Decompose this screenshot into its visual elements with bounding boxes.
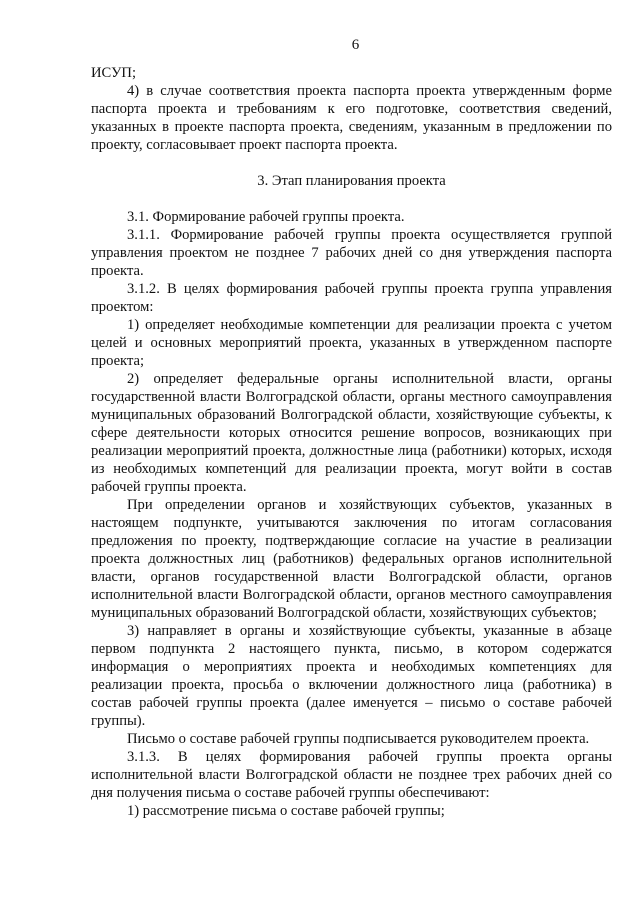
- paragraph-review-letter: 1) рассмотрение письма о составе рабочей группы;: [127, 803, 445, 819]
- paragraph-item-3: 3) направляет в органы и хозяйствующие субъекты, указанные в абзаце первом подпункта 2 настоящего пункта, письмо, в котором содержатся информация о мероприятиях проекта и необходимых компетенциях для реализации проекта, просьба о включении должностного лица (работника) в состав рабочей группы проекта (далее именуется – письмо о составе рабочей группы).: [91, 623, 612, 729]
- paragraph-letter-signature: Письмо о составе рабочей группы подписывается руководителем проекта.: [127, 731, 590, 747]
- paragraph-item-1: 1) определяет необходимые компетенции для реализации проекта с учетом целей и основных мероприятий проекта, указанных в утвержденном паспорте проекта;: [91, 317, 612, 369]
- document-page: [91, 36, 612, 820]
- paragraph-3-1-1: 3.1.1. Формирование рабочей группы проекта осуществляется группой управления проектом не позднее 7 рабочих дней со дня утверждения паспорта проекта.: [91, 227, 612, 279]
- paragraph-item-2: 2) определяет федеральные органы исполнительной власти, органы государственной власти Волгоградской области, органы местного самоуправления муниципальных образований Волгоградской области, хозяйствующие субъекты, к сфере деятельности которых относится решение вопросов, возникающих при реализации мероприятий проекта, должностные лица (работники) которых, исходя из необходимых компетенций для реализации проекта, могут войти в состав рабочей группы проекта.: [91, 371, 612, 495]
- paragraph-item-4: 4) в случае соответствия проекта паспорта проекта утвержденным форме паспорта проекта и требованиям к его подготовке, соответствия сведений, указанных в проекте паспорта проекта, сведениям, указанным в предложении по проекту, согласовывает проект паспорта проекта.: [91, 83, 612, 153]
- section-heading: 3. Этап планирования проекта: [257, 173, 446, 189]
- paragraph-3-1: 3.1. Формирование рабочей группы проекта.: [127, 209, 405, 225]
- page-number: 6: [351, 37, 360, 53]
- paragraph-determination: При определении органов и хозяйствующих субъектов, указанных в настоящем подпункте, учитываются заключения по итогам согласования предложения по проекту, подтверждающие согласие на участие в реализации проекта должностных лиц (работников) федеральных органов исполнительной власти, органов государственной власти Волгоградской области, органов исполнительной власти Волгоградской области, органов местного самоуправления муниципальных образований Волгоградской области, хозяйствующих субъектов;: [91, 497, 612, 621]
- paragraph-isup: ИСУП;: [91, 65, 137, 81]
- paragraph-3-1-3: 3.1.3. В целях формирования рабочей группы проекта органы исполнительной власти Волгоградской области не позднее трех рабочих дней со дня получения письма о составе рабочей группы обеспечивают:: [91, 749, 612, 801]
- paragraph-3-1-2: 3.1.2. В целях формирования рабочей группы проекта группа управления проектом:: [91, 281, 612, 315]
